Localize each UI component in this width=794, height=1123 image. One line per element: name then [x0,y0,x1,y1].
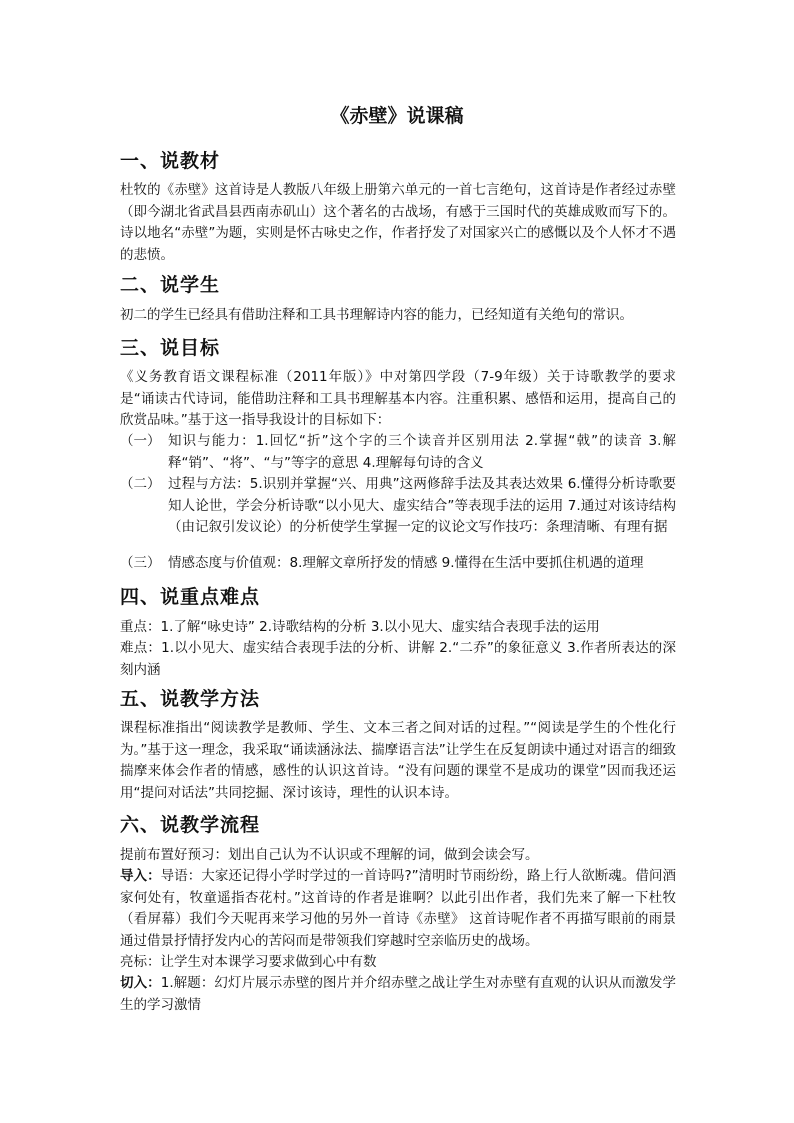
objective-item-3 [120,553,676,575]
process-goal-line: 亮标：让学生对本课学习要求做到心中有数 [120,954,377,970]
process-intro-label: 导入： [120,868,161,884]
objective-item-1 [120,431,676,474]
section-paragraph-methods: 课程标准指出“阅读教学是教师、学生、文本三者之间对话的过程。”“阅读是学生的个性化行为。”基于这一理念，我采取“诵读涵泳法、揣摩语言法”让学生在反复朗读中通过对语言的细致揣摩来体会作者的情感，感性的认识这首诗。“没有问题的课堂不是成功的课堂”因而我还运用“提问对话法”共同挖掘、深讨该诗，理性的认识本诗。 [120,720,676,801]
section-heading-students: 二、说学生 [120,274,221,296]
process-preview-line: 提前布置好预习：划出自己认为不认识或不理解的词，做到会读会写。 [120,847,539,863]
process-entry-paragraph [120,973,676,1016]
process-entry-label: 切入： [120,975,161,991]
section-heading-key-points: 四、说重点难点 [120,586,261,608]
objective-text: 知识与能力：1.回忆“折”这个字的三个读音并区别用法 2.掌握“戟”的读音 3.解释“销”、“将”、“与”等字的意思 4.理解每句诗的含义 [168,433,676,471]
section-heading-process: 六、说教学流程 [120,814,261,836]
objective-number: （一） [120,433,161,449]
process-intro-paragraph [120,866,676,952]
difficult-points-line: 难点：1.以小见大、虚实结合表现手法的分析、讲解 2.“二乔”的象征意义 3.作者所表达的深刻内涵 [120,640,676,678]
objective-item-2 [120,474,676,539]
section-paragraph-textbook: 杜牧的《赤壁》这首诗是人教版八年级上册第六单元的一首七言绝句，这首诗是作者经过赤壁（即今湖北省武昌县西南赤矶山）这个著名的古战场，有感于三国时代的英雄成败而写下的。诗以地名“赤壁”为题，实则是怀古咏史之作，作者抒发了对国家兴亡的感慨以及个人怀才不遇的悲愤。 [120,182,676,263]
section-heading-textbook: 一、说教材 [120,150,221,172]
process-entry-text: 1.解题：幻灯片展示赤壁的图片并介绍赤壁之战让学生对赤壁有直观的认识从而激发学生的学习激情 [120,975,676,1013]
objective-text: 情感态度与价值观：8.理解文章所抒发的情感 9.懂得在生活中要抓住机遇的道理 [168,555,644,571]
process-intro-text: 导语：大家还记得小学时学过的一首诗吗?”清明时节雨纷纷，路上行人欲断魂。借问酒家何处有，牧童遥指杏花村。”这首诗的作者是谁啊？以此引出作者，我们先来了解一下杜牧（看屏幕）我们今天呢再来学习他的另外一首诗《赤壁》 这首诗呢作者不再描写眼前的雨景通过借景抒情抒发内心的苦闷而是带领我们穿越时空亲临历史的战场。 [120,868,676,949]
objective-number: （三） [120,555,161,571]
document-title: 《赤壁》说课稿 [330,105,464,127]
key-points-line: 重点：1.了解“咏史诗” 2.诗歌结构的分析 3.以小见大、虚实结合表现手法的运用 [120,619,600,635]
section-paragraph-students: 初二的学生已经具有借助注释和工具书理解诗内容的能力，已经知道有关绝句的常识。 [120,307,633,323]
objective-number: （二） [120,476,161,492]
section-paragraph-objectives: 《义务教育语文课程标准（2011年版）》中对第四学段（7-9年级）关于诗歌教学的要求是“诵读古代诗词，能借助注释和工具书理解基本内容。注重积累、感悟和运用，提高自己的欣赏品味。”基于这一指导我设计的目标如下： [120,369,676,428]
section-heading-objectives: 三、说目标 [120,337,221,359]
objective-text: 过程与方法：5.识别并掌握“兴、用典”这两修辞手法及其表达效果 6.懂得分析诗歌要知人论世，学会分析诗歌“以小见大、虚实结合”等表现手法的运用 7.通过对该诗结构（由记叙引发议论）的分析使学生掌握一定的议论文写作技巧：条理清晰、有理有据 [168,476,676,535]
section-heading-methods: 五、说教学方法 [120,688,261,710]
